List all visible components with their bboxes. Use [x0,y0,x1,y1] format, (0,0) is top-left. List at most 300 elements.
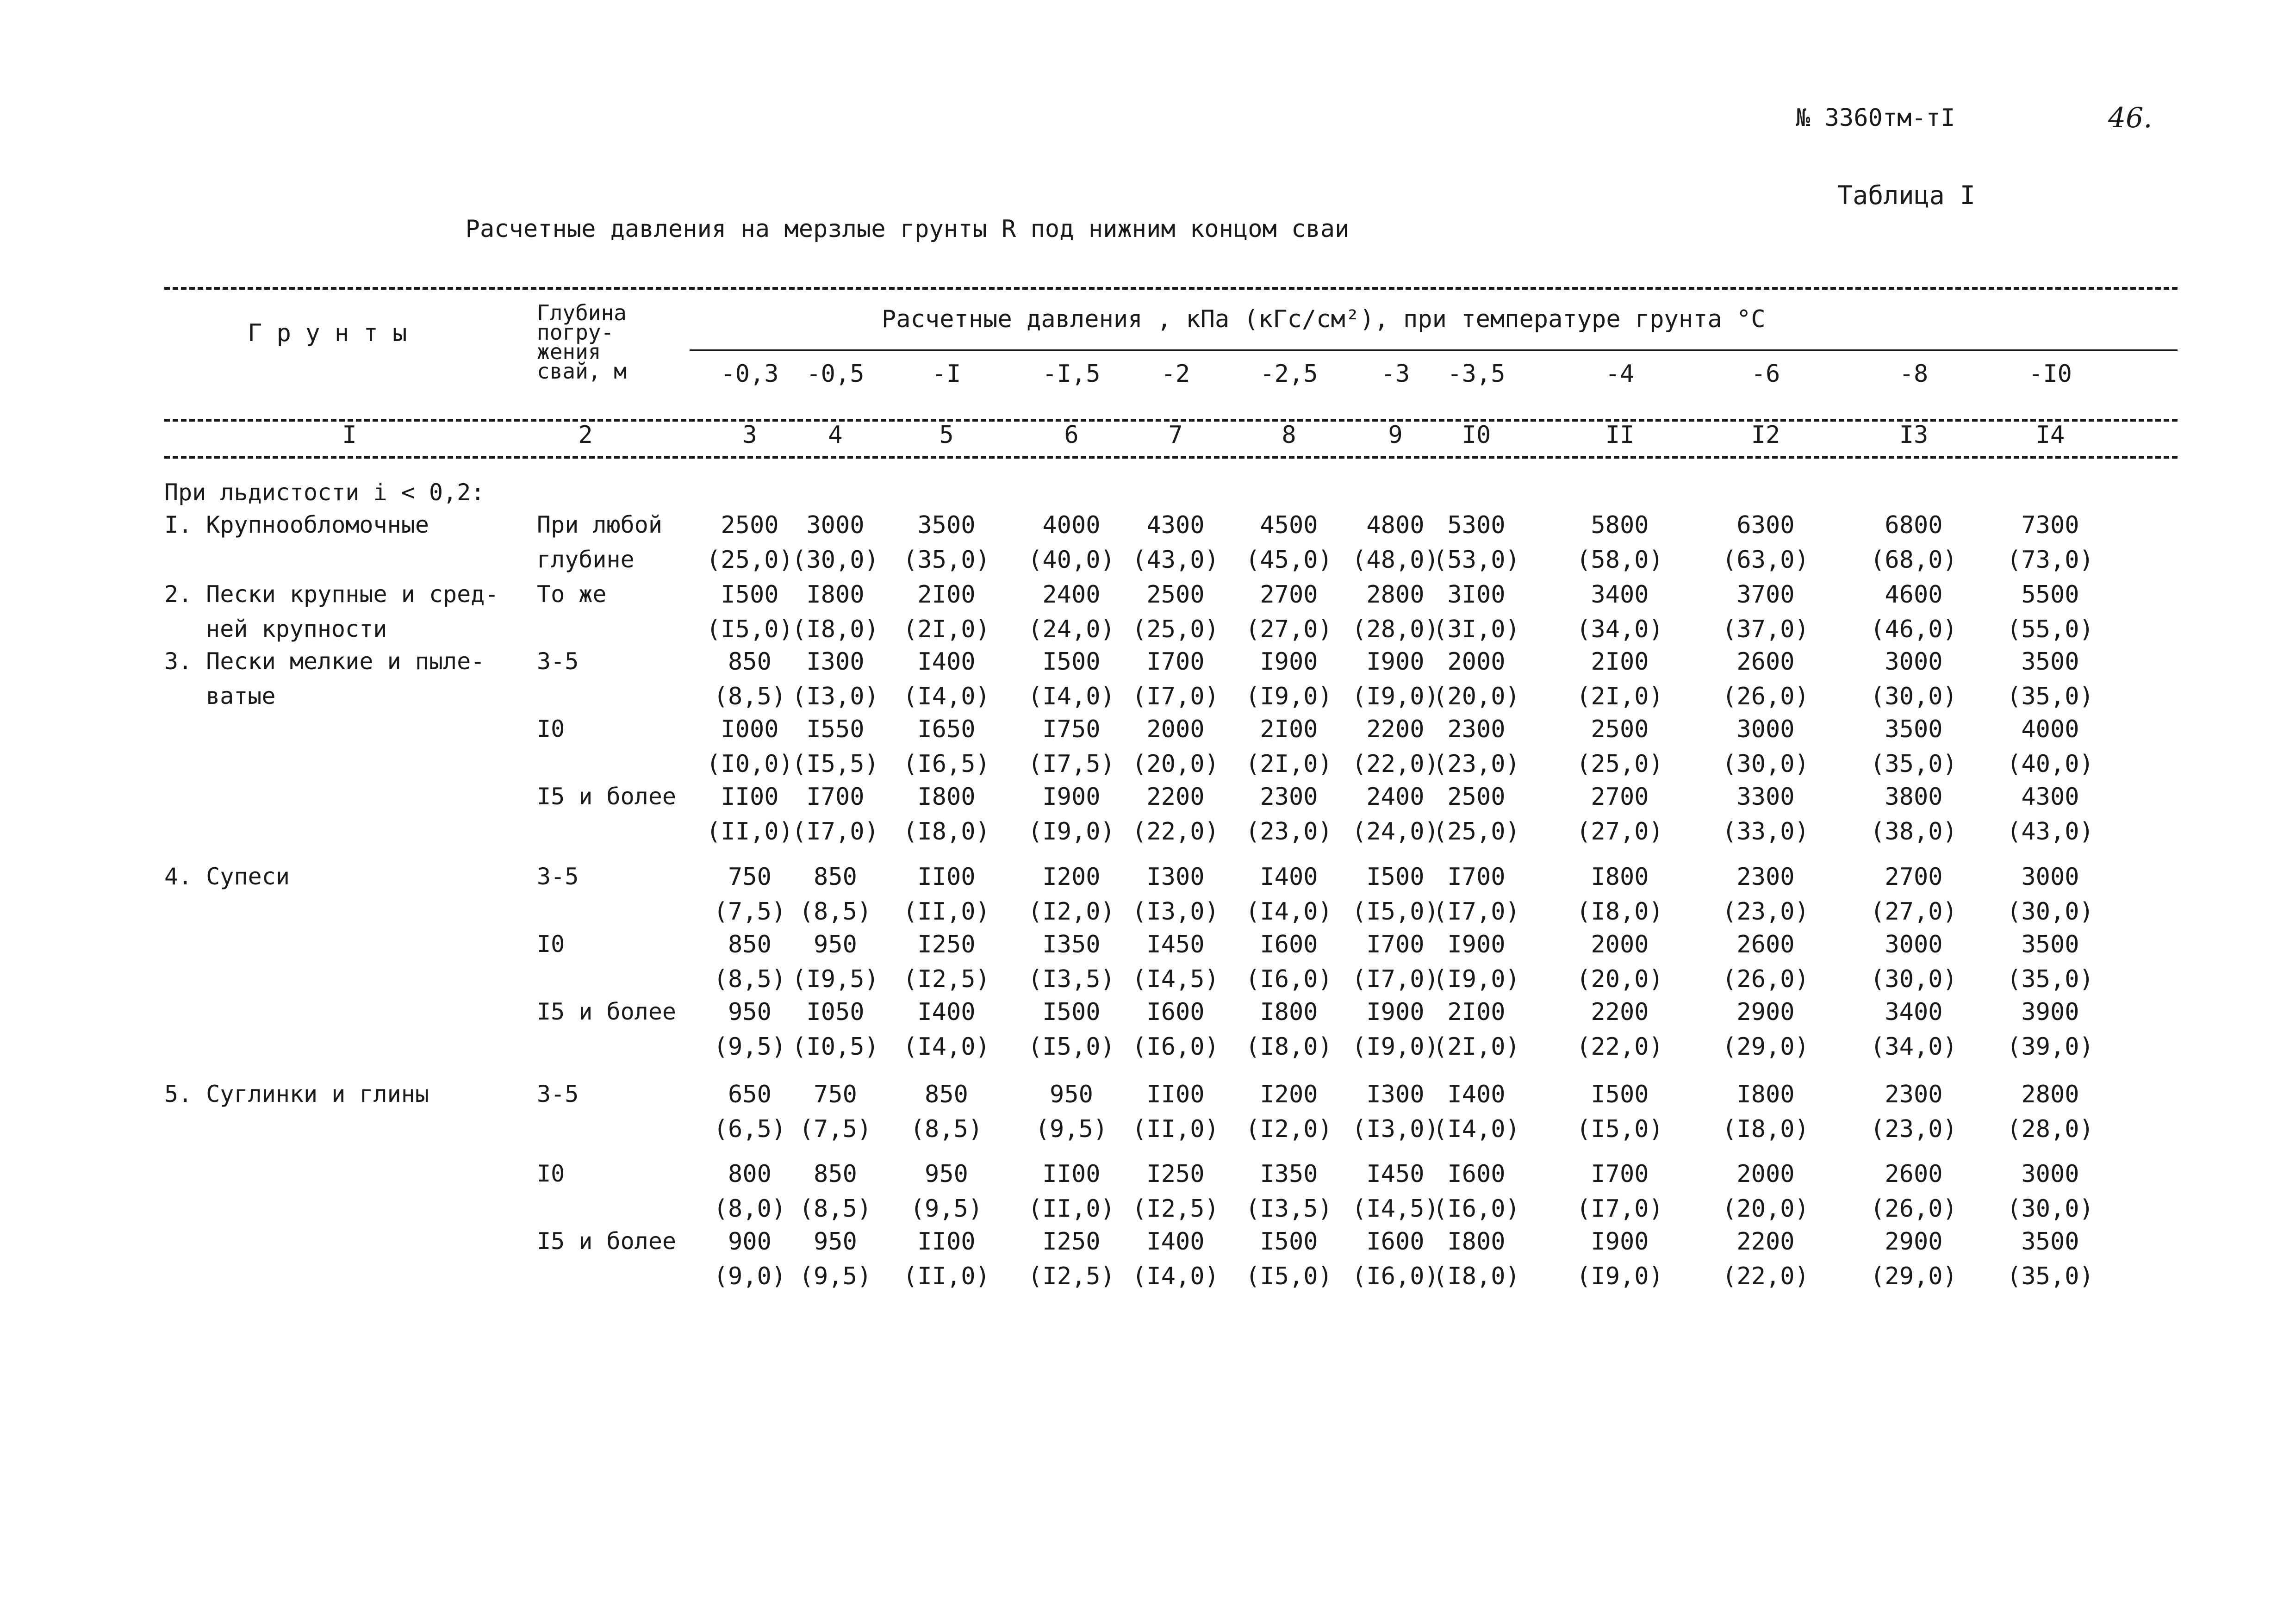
column-number-cell: I [342,421,357,449]
pressure-kgs-cell: (22,0) [1576,1033,1663,1061]
pressure-kpa-cell: 3500 [2021,648,2079,676]
temperature-cell: -4 [1605,360,1635,388]
pressure-kgs-cell: (I9,0) [1352,1033,1439,1061]
pressure-kpa-cell: 4000 [2021,715,2079,743]
pressure-kgs-cell: (25,0) [1433,818,1520,846]
pressure-kpa-cell: I200 [1260,1081,1318,1108]
pressure-kgs-cell: (I9,0) [1433,965,1520,993]
pressure-kgs-cell: (I4,0) [903,1033,990,1061]
pressure-kpa-cell: I350 [1260,1160,1318,1188]
pressure-kgs-cell: (I6,0) [1132,1033,1219,1061]
temperature-cell: -0,3 [721,360,779,388]
pressure-kgs-cell: (38,0) [1870,818,1957,846]
column-number-cell: 6 [1064,421,1079,449]
pressure-kpa-cell: I400 [917,648,976,676]
pressure-kgs-cell: (39,0) [2007,1033,2094,1061]
pressure-kpa-cell: I550 [806,715,865,743]
page-number: 46. [2108,102,2153,134]
pressure-kgs-cell: (I6,0) [1352,1262,1439,1290]
pressure-kgs-cell: (40,0) [1028,546,1115,574]
pressure-kgs-cell: (2I,0) [1433,1033,1520,1061]
pressure-kpa-cell: 3000 [1736,715,1795,743]
pressure-kpa-cell: 2800 [2021,1081,2079,1108]
pressure-kgs-cell: (27,0) [1245,616,1332,643]
pressure-kgs-cell: (I6,5) [903,750,990,778]
pressure-kpa-cell: 2800 [1366,581,1425,609]
pressure-kgs-cell: (22,0) [1722,1262,1809,1290]
document-code: № 3360тм-тI [1796,104,1955,132]
pressure-kgs-cell: (29,0) [1722,1033,1809,1061]
pressure-kgs-cell: (II,0) [903,1262,990,1290]
pressure-kgs-cell: (I4,5) [1352,1195,1439,1223]
pressure-kpa-cell: 950 [925,1160,968,1188]
pressure-kgs-cell: (26,0) [1722,965,1809,993]
pressure-kgs-cell: (8,0) [713,1195,786,1223]
pressure-kpa-cell: 2700 [1260,581,1318,609]
pressure-kpa-cell: I750 [1042,715,1101,743]
pressure-kpa-cell: I500 [721,581,779,609]
column-number-cell: 4 [828,421,843,449]
pressure-kgs-cell: (I7,5) [1028,750,1115,778]
pressure-kpa-cell: 4300 [1146,511,1205,539]
pressure-kpa-cell: 6800 [1885,511,1943,539]
pressure-kgs-cell: (I5,0) [1352,898,1439,926]
pressure-kpa-cell: 2I00 [1260,715,1318,743]
pressure-kgs-cell: (27,0) [1576,818,1663,846]
pressure-kpa-cell: I500 [1042,998,1101,1026]
table-title: Расчетные давления на мерзлые грунты R под нижним концом сваи [465,215,1350,243]
pressure-kpa-cell: 2500 [1447,783,1506,811]
pressure-kpa-cell: 3500 [1885,715,1943,743]
pressure-kpa-cell: I250 [1146,1160,1205,1188]
pressure-kgs-cell: (II,0) [903,898,990,926]
pressure-kgs-cell: (28,0) [2007,1115,2094,1143]
soils-column-header: Г р у н т ы [248,319,407,347]
header-top-rule [164,287,2178,290]
pressure-kgs-cell: (58,0) [1576,546,1663,574]
pressure-kgs-cell: (35,0) [2007,1262,2094,1290]
pressure-kpa-cell: I900 [1447,931,1506,958]
pressure-kgs-cell: (43,0) [2007,818,2094,846]
header-bottom-rule [164,456,2178,459]
pressure-kgs-cell: (73,0) [2007,546,2094,574]
pressure-kpa-cell: 2200 [1146,783,1205,811]
pressure-kgs-cell: (I4,0) [1245,898,1332,926]
column-number-cell: 8 [1282,421,1296,449]
pressure-kpa-cell: 3000 [2021,863,2079,891]
pressure-kpa-cell: 2900 [1736,998,1795,1026]
pressure-kpa-cell: I600 [1146,998,1205,1026]
pressure-kgs-cell: (I2,5) [1028,1262,1115,1290]
pressure-kgs-cell: (I6,0) [1245,965,1332,993]
soil-name: I. Крупнообломочные [164,511,429,538]
pressure-kpa-cell: 2700 [1591,783,1649,811]
pressure-kpa-cell: I700 [1366,931,1425,958]
pressure-kpa-cell: I300 [1146,863,1205,891]
pressure-kpa-cell: I200 [1042,863,1101,891]
pressure-kpa-cell: 2000 [1447,648,1506,676]
pressure-kgs-cell: (30,0) [2007,898,2094,926]
pressure-kgs-cell: (63,0) [1722,546,1809,574]
pressure-kpa-cell: 3300 [1736,783,1795,811]
temperature-header-rule [690,349,2178,351]
soil-name: 3. Пески мелкие и пыле- [164,648,485,675]
pressure-kgs-cell: (24,0) [1028,616,1115,643]
pressure-kpa-cell: 850 [814,1160,857,1188]
pressure-kgs-cell: (9,5) [713,1033,786,1061]
pressure-kpa-cell: 3400 [1885,998,1943,1026]
pressure-kgs-cell: (I5,5) [792,750,879,778]
pressure-kpa-cell: 5800 [1591,511,1649,539]
pressure-kgs-cell: (I8,0) [792,616,879,643]
pressure-kgs-cell: (I4,0) [1433,1115,1520,1143]
pressure-kpa-cell: 650 [728,1081,772,1108]
pressure-kgs-cell: (35,0) [2007,683,2094,710]
pressure-kgs-cell: (2I,0) [1576,683,1663,710]
pressure-kgs-cell: (40,0) [2007,750,2094,778]
depth-cell: I0 [537,715,565,742]
pressure-kgs-cell: (8,5) [799,898,872,926]
pressure-kgs-cell: (9,5) [799,1262,872,1290]
pressure-kgs-cell: (I5,0) [1576,1115,1663,1143]
ice-content-condition: При льдистости i < 0,2: [164,479,485,506]
pressure-kgs-cell: (20,0) [1722,1195,1809,1223]
depth-cell: 3-5 [537,863,579,890]
pressure-kpa-cell: I900 [1042,783,1101,811]
pressure-kpa-cell: 3000 [1885,931,1943,958]
pressure-kpa-cell: 850 [925,1081,968,1108]
pressure-kgs-cell: (53,0) [1433,546,1520,574]
depth-cell: I5 и более [537,1228,677,1255]
pressure-kpa-cell: I700 [806,783,865,811]
temperature-cell: -0,5 [806,360,865,388]
pressure-kpa-cell: I800 [917,783,976,811]
pressure-kgs-cell: (34,0) [1576,616,1663,643]
pressure-kpa-cell: I000 [721,715,779,743]
pressure-kpa-cell: 2I00 [1591,648,1649,676]
pressure-kpa-cell: 2000 [1591,931,1649,958]
pressure-kgs-cell: (27,0) [1870,898,1957,926]
pressure-kgs-cell: (7,5) [713,898,786,926]
pressure-kpa-cell: 850 [814,863,857,891]
pressure-kgs-cell: (3I,0) [1433,616,1520,643]
pressure-kgs-cell: (23,0) [1433,750,1520,778]
pressure-kgs-cell: (30,0) [792,546,879,574]
pressure-kpa-cell: I050 [806,998,865,1026]
pressure-kpa-cell: 4500 [1260,511,1318,539]
pressure-kgs-cell: (33,0) [1722,818,1809,846]
pressure-kgs-cell: (48,0) [1352,546,1439,574]
pressure-kgs-cell: (I5,0) [706,616,793,643]
pressure-kpa-cell: 2400 [1042,581,1101,609]
pressure-kpa-cell: II00 [721,783,779,811]
pressure-kpa-cell: I500 [1366,863,1425,891]
pressure-kgs-cell: (30,0) [1870,683,1957,710]
pressure-kgs-cell: (25,0) [1132,616,1219,643]
pressure-kgs-cell: (9,5) [1035,1115,1108,1143]
depth-cell: То же [537,581,607,608]
pressure-kgs-cell: (23,0) [1722,898,1809,926]
pressure-kpa-cell: 3000 [2021,1160,2079,1188]
pressure-kpa-cell: 4800 [1366,511,1425,539]
pressure-kgs-cell: (I2,0) [1245,1115,1332,1143]
pressure-kpa-cell: I250 [917,931,976,958]
pressure-kgs-cell: (2I,0) [1245,750,1332,778]
pressure-kpa-cell: I800 [806,581,865,609]
pressure-kgs-cell: (I9,0) [1245,683,1332,710]
depth-cell: I5 и более [537,783,677,810]
pressure-kpa-cell: I500 [1042,648,1101,676]
column-number-cell: I3 [1899,421,1929,449]
pressure-kpa-cell: I350 [1042,931,1101,958]
pressure-kpa-cell: I650 [917,715,976,743]
soil-name: 4. Супеси [164,863,290,890]
pressure-kgs-cell: (8,5) [910,1115,983,1143]
pressure-kgs-cell: (I7,0) [1576,1195,1663,1223]
pressure-kgs-cell: (I7,0) [1352,965,1439,993]
pressure-kpa-cell: I500 [1260,1228,1318,1256]
table-label: Таблица I [1837,180,1976,210]
pressure-kpa-cell: 750 [814,1081,857,1108]
pressure-kgs-cell: (I7,0) [1433,898,1520,926]
column-number-cell: 9 [1388,421,1403,449]
pressure-kgs-cell: (6,5) [713,1115,786,1143]
pressure-kgs-cell: (30,0) [2007,1195,2094,1223]
pressure-kgs-cell: (I3,5) [1028,965,1115,993]
pressure-kpa-cell: 3I00 [1447,581,1506,609]
pressure-kgs-cell: (24,0) [1352,818,1439,846]
pressure-kgs-cell: (I0,0) [706,750,793,778]
pressure-kpa-cell: 5500 [2021,581,2079,609]
soil-name: ватые [206,683,276,709]
pressure-kpa-cell: 2300 [1736,863,1795,891]
pressure-kgs-cell: (8,5) [713,683,786,710]
pressure-kgs-cell: (35,0) [903,546,990,574]
depth-cell: 3-5 [537,1081,579,1107]
pressure-kpa-cell: 7300 [2021,511,2079,539]
pressure-kpa-cell: I800 [1447,1228,1506,1256]
pressure-kgs-cell: (20,0) [1576,965,1663,993]
pressure-kpa-cell: 2000 [1736,1160,1795,1188]
temperature-cell: -2,5 [1260,360,1318,388]
temperature-cell: -I [932,360,961,388]
pressure-kgs-cell: (I9,0) [1352,683,1439,710]
column-number-cell: II [1605,421,1635,449]
pressure-kgs-cell: (30,0) [1722,750,1809,778]
pressure-kpa-cell: I600 [1260,931,1318,958]
soil-name: 2. Пески крупные и сред- [164,581,499,608]
temperature-cell: -8 [1899,360,1929,388]
pressure-kpa-cell: 3800 [1885,783,1943,811]
pressure-kgs-cell: (II,0) [1132,1115,1219,1143]
pressure-kgs-cell: (I3,0) [792,683,879,710]
pressure-kgs-cell: (I4,0) [1132,1262,1219,1290]
pressure-kpa-cell: I300 [806,648,865,676]
pressure-kpa-cell: 2900 [1885,1228,1943,1256]
pressure-kgs-cell: (I2,0) [1028,898,1115,926]
pressure-kpa-cell: 3500 [2021,931,2079,958]
pressure-kpa-cell: 3900 [2021,998,2079,1026]
depth-cell: I5 и более [537,998,677,1025]
pressure-kgs-cell: (35,0) [2007,965,2094,993]
pressure-kpa-cell: I400 [1447,1081,1506,1108]
pressure-kgs-cell: (I8,0) [1433,1262,1520,1290]
pressure-kgs-cell: (20,0) [1132,750,1219,778]
pressure-kgs-cell: (30,0) [1870,965,1957,993]
pressure-kpa-cell: 850 [728,931,772,958]
column-number-cell: 5 [939,421,954,449]
pressure-kpa-cell: I900 [1591,1228,1649,1256]
pressure-kpa-cell: 2200 [1591,998,1649,1026]
pressure-kgs-cell: (34,0) [1870,1033,1957,1061]
column-number-cell: I4 [2035,421,2065,449]
pressure-kpa-cell: 950 [728,998,772,1026]
pressure-kpa-cell: 3000 [1885,648,1943,676]
pressure-kpa-cell: I900 [1366,648,1425,676]
pressure-kgs-cell: (9,0) [713,1262,786,1290]
pressure-kgs-cell: (I4,0) [903,683,990,710]
column-number-cell: I2 [1751,421,1780,449]
pressure-kpa-cell: I700 [1591,1160,1649,1188]
pressure-kpa-cell: I500 [1591,1081,1649,1108]
depth-cell: I0 [537,1160,565,1187]
pressure-kgs-cell: (I3,0) [1352,1115,1439,1143]
pressure-kpa-cell: 2300 [1260,783,1318,811]
pressure-kgs-cell: (7,5) [799,1115,872,1143]
column-number-cell: I0 [1462,421,1491,449]
depth-column-header: Глубина погру- жения свай, м [537,300,627,384]
pressure-kpa-cell: I900 [1366,998,1425,1026]
pressure-kgs-cell: (I4,5) [1132,965,1219,993]
pressure-kpa-cell: 2400 [1366,783,1425,811]
pressure-kgs-cell: (68,0) [1870,546,1957,574]
pressure-kpa-cell: 3500 [2021,1228,2079,1256]
pressure-kpa-cell: 3400 [1591,581,1649,609]
pressure-kpa-cell: 4000 [1042,511,1101,539]
pressure-kpa-cell: I800 [1260,998,1318,1026]
pressure-kpa-cell: 2I00 [917,581,976,609]
column-number-cell: 2 [578,421,593,449]
temperature-cell: -I0 [2028,360,2072,388]
pressure-kgs-cell: (8,5) [799,1195,872,1223]
pressure-kpa-cell: 2000 [1146,715,1205,743]
pressure-kgs-cell: (9,5) [910,1195,983,1223]
pressure-kpa-cell: II00 [917,1228,976,1256]
pressure-kpa-cell: 2600 [1885,1160,1943,1188]
pressure-kgs-cell: (I9,0) [1028,818,1115,846]
pressure-kpa-cell: 900 [728,1228,772,1256]
pressure-kgs-cell: (I8,0) [903,818,990,846]
pressure-kgs-cell: (2I,0) [903,616,990,643]
pressure-kgs-cell: (II,0) [706,818,793,846]
pressure-kgs-cell: (I5,0) [1245,1262,1332,1290]
pressure-kpa-cell: 2700 [1885,863,1943,891]
pressure-kgs-cell: (I8,0) [1245,1033,1332,1061]
pressure-kpa-cell: 2600 [1736,648,1795,676]
pressure-kpa-cell: 2600 [1736,931,1795,958]
soil-name: 5. Суглинки и глины [164,1081,429,1107]
pressure-kgs-cell: (23,0) [1245,818,1332,846]
pressure-kgs-cell: (43,0) [1132,546,1219,574]
pressure-kgs-cell: (I2,5) [1132,1195,1219,1223]
pressure-kgs-cell: (II,0) [1028,1195,1115,1223]
pressure-kpa-cell: 2300 [1885,1081,1943,1108]
pressure-kpa-cell: 950 [814,931,857,958]
pressure-kpa-cell: 3000 [806,511,865,539]
pressure-kpa-cell: I600 [1366,1228,1425,1256]
pressure-kgs-cell: (25,0) [706,546,793,574]
pressure-kpa-cell: I800 [1591,863,1649,891]
depth-cell: глубине [537,546,635,573]
pressure-kgs-cell: (I2,5) [903,965,990,993]
pressure-kgs-cell: (8,5) [713,965,786,993]
pressure-kpa-cell: 2500 [1591,715,1649,743]
pressure-kpa-cell: 2500 [721,511,779,539]
pressure-kgs-cell: (I3,0) [1132,898,1219,926]
depth-cell: I0 [537,931,565,958]
pressure-column-header: Расчетные давления , кПа (кГс/см²), при температуре грунта °С [882,305,1766,333]
pressure-kgs-cell: (55,0) [2007,616,2094,643]
pressure-kgs-cell: (I3,5) [1245,1195,1332,1223]
column-number-cell: 3 [742,421,757,449]
pressure-kpa-cell: 950 [1050,1081,1093,1108]
pressure-kgs-cell: (I9,0) [1576,1262,1663,1290]
pressure-kpa-cell: I400 [1146,1228,1205,1256]
pressure-kpa-cell: I400 [1260,863,1318,891]
pressure-kgs-cell: (22,0) [1352,750,1439,778]
pressure-kgs-cell: (I8,0) [1576,898,1663,926]
pressure-kpa-cell: I600 [1447,1160,1506,1188]
pressure-kgs-cell: (I0,5) [792,1033,879,1061]
pressure-kgs-cell: (35,0) [1870,750,1957,778]
temperature-cell: -2 [1161,360,1190,388]
pressure-kgs-cell: (I4,0) [1028,683,1115,710]
pressure-kpa-cell: I800 [1736,1081,1795,1108]
pressure-kpa-cell: 750 [728,863,772,891]
pressure-kpa-cell: 2500 [1146,581,1205,609]
pressure-kpa-cell: II00 [917,863,976,891]
pressure-kgs-cell: (I7,0) [1132,683,1219,710]
column-number-cell: 7 [1168,421,1183,449]
soil-name: ней крупности [206,616,387,642]
pressure-kpa-cell: 5300 [1447,511,1506,539]
pressure-kgs-cell: (26,0) [1722,683,1809,710]
pressure-kpa-cell: II00 [1042,1160,1101,1188]
pressure-kpa-cell: I900 [1260,648,1318,676]
pressure-kgs-cell: (26,0) [1870,1195,1957,1223]
pressure-kgs-cell: (29,0) [1870,1262,1957,1290]
depth-cell: При любой [537,511,662,538]
pressure-kgs-cell: (28,0) [1352,616,1439,643]
pressure-kgs-cell: (I8,0) [1722,1115,1809,1143]
pressure-kpa-cell: 2I00 [1447,998,1506,1026]
pressure-kpa-cell: 2200 [1736,1228,1795,1256]
temperature-cell: -3 [1381,360,1410,388]
pressure-kpa-cell: 2300 [1447,715,1506,743]
pressure-kgs-cell: (37,0) [1722,616,1809,643]
pressure-kpa-cell: I450 [1366,1160,1425,1188]
pressure-kpa-cell: 6300 [1736,511,1795,539]
pressure-kpa-cell: I250 [1042,1228,1101,1256]
pressure-kpa-cell: 800 [728,1160,772,1188]
pressure-kgs-cell: (23,0) [1870,1115,1957,1143]
pressure-kgs-cell: (46,0) [1870,616,1957,643]
pressure-kpa-cell: I300 [1366,1081,1425,1108]
pressure-kgs-cell: (I5,0) [1028,1033,1115,1061]
pressure-kgs-cell: (22,0) [1132,818,1219,846]
pressure-kpa-cell: 950 [814,1228,857,1256]
pressure-kpa-cell: I400 [917,998,976,1026]
